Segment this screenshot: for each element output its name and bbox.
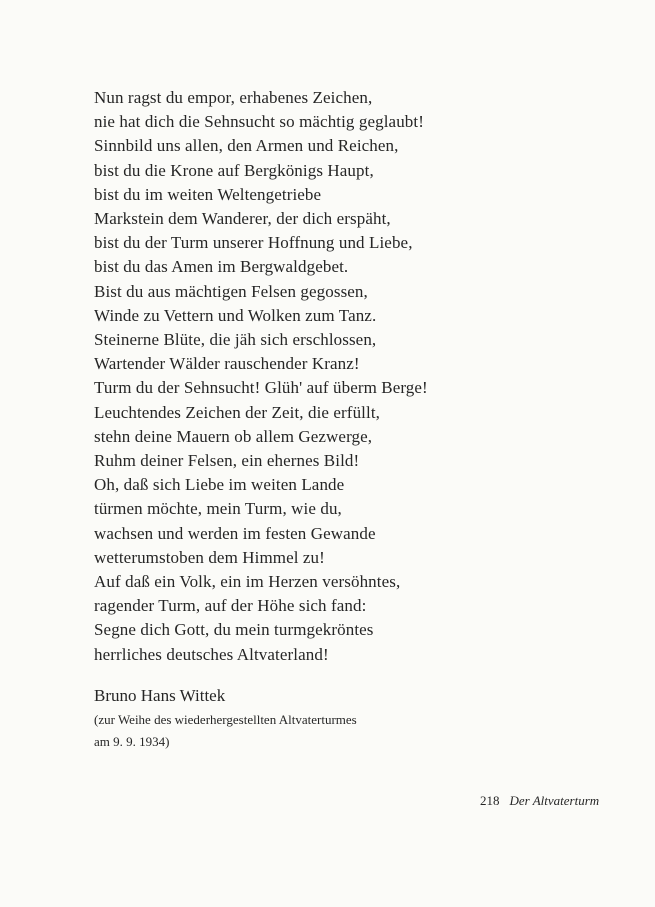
page-number: 218 (480, 793, 500, 808)
poem-line: Ruhm deiner Felsen, ein ehernes Bild! (94, 451, 360, 471)
poem-line: Leuchtendes Zeichen der Zeit, die erfüllt, (94, 402, 380, 422)
poem-line: Winde zu Vettern und Wolken zum Tanz. (94, 305, 377, 325)
poem-line: stehn deine Mauern ob allem Gezwerge, (94, 426, 373, 446)
poem-line: Nun ragst du empor, erhabenes Zeichen, (94, 88, 373, 107)
poem-line: Auf daß ein Volk, ein im Herzen versöhntes, (94, 572, 401, 592)
poem-line: nie hat dich die Sehnsucht so mächtig geglaubt! (94, 112, 424, 132)
poem-line: türmen möchte, mein Turm, wie du, (94, 499, 342, 519)
poem-line: wetterumstoben dem Himmel zu! (94, 547, 325, 567)
poem-line: Wartender Wälder rauschender Kranz! (94, 354, 360, 374)
poem-line: wachsen und werden im festen Gewande (94, 523, 376, 543)
poem-line: ragender Turm, auf der Höhe sich fand: (94, 596, 367, 616)
poem-line: bist du im weiten Weltengetriebe (94, 184, 322, 204)
poem-line: herrliches deutsches Altvaterland! (94, 644, 329, 664)
poem-line: bist du der Turm unserer Hoffnung und Liebe, (94, 233, 413, 253)
poem-line: bist du das Amen im Bergwaldgebet. (94, 257, 349, 277)
page-footer (480, 792, 599, 810)
poem (94, 86, 534, 667)
poem-line: Markstein dem Wanderer, der dich erspäht, (94, 209, 391, 229)
poem-line: Steinerne Blüte, die jäh sich erschlossen, (94, 330, 377, 350)
poem-line: Oh, daß sich Liebe im weiten Lande (94, 475, 345, 495)
poem-line: Bist du aus mächtigen Felsen gegossen, (94, 281, 368, 301)
poem-line: bist du die Krone auf Bergkönigs Haupt, (94, 160, 374, 180)
dedication-line: (zur Weihe des wiederhergestellten Altvaterturmes (94, 712, 357, 727)
attribution (94, 684, 357, 752)
running-title: Der Altvaterturm (509, 793, 600, 808)
dedication-date: am 9. 9. 1934) (94, 734, 170, 749)
author-name: Bruno Hans Wittek (94, 686, 226, 705)
poem-line: Turm du der Sehnsucht! Glüh' auf überm Berge! (94, 378, 428, 398)
poem-line: Sinnbild uns allen, den Armen und Reichen, (94, 136, 399, 156)
poem-line: Segne dich Gott, du mein turmgekröntes (94, 620, 374, 640)
